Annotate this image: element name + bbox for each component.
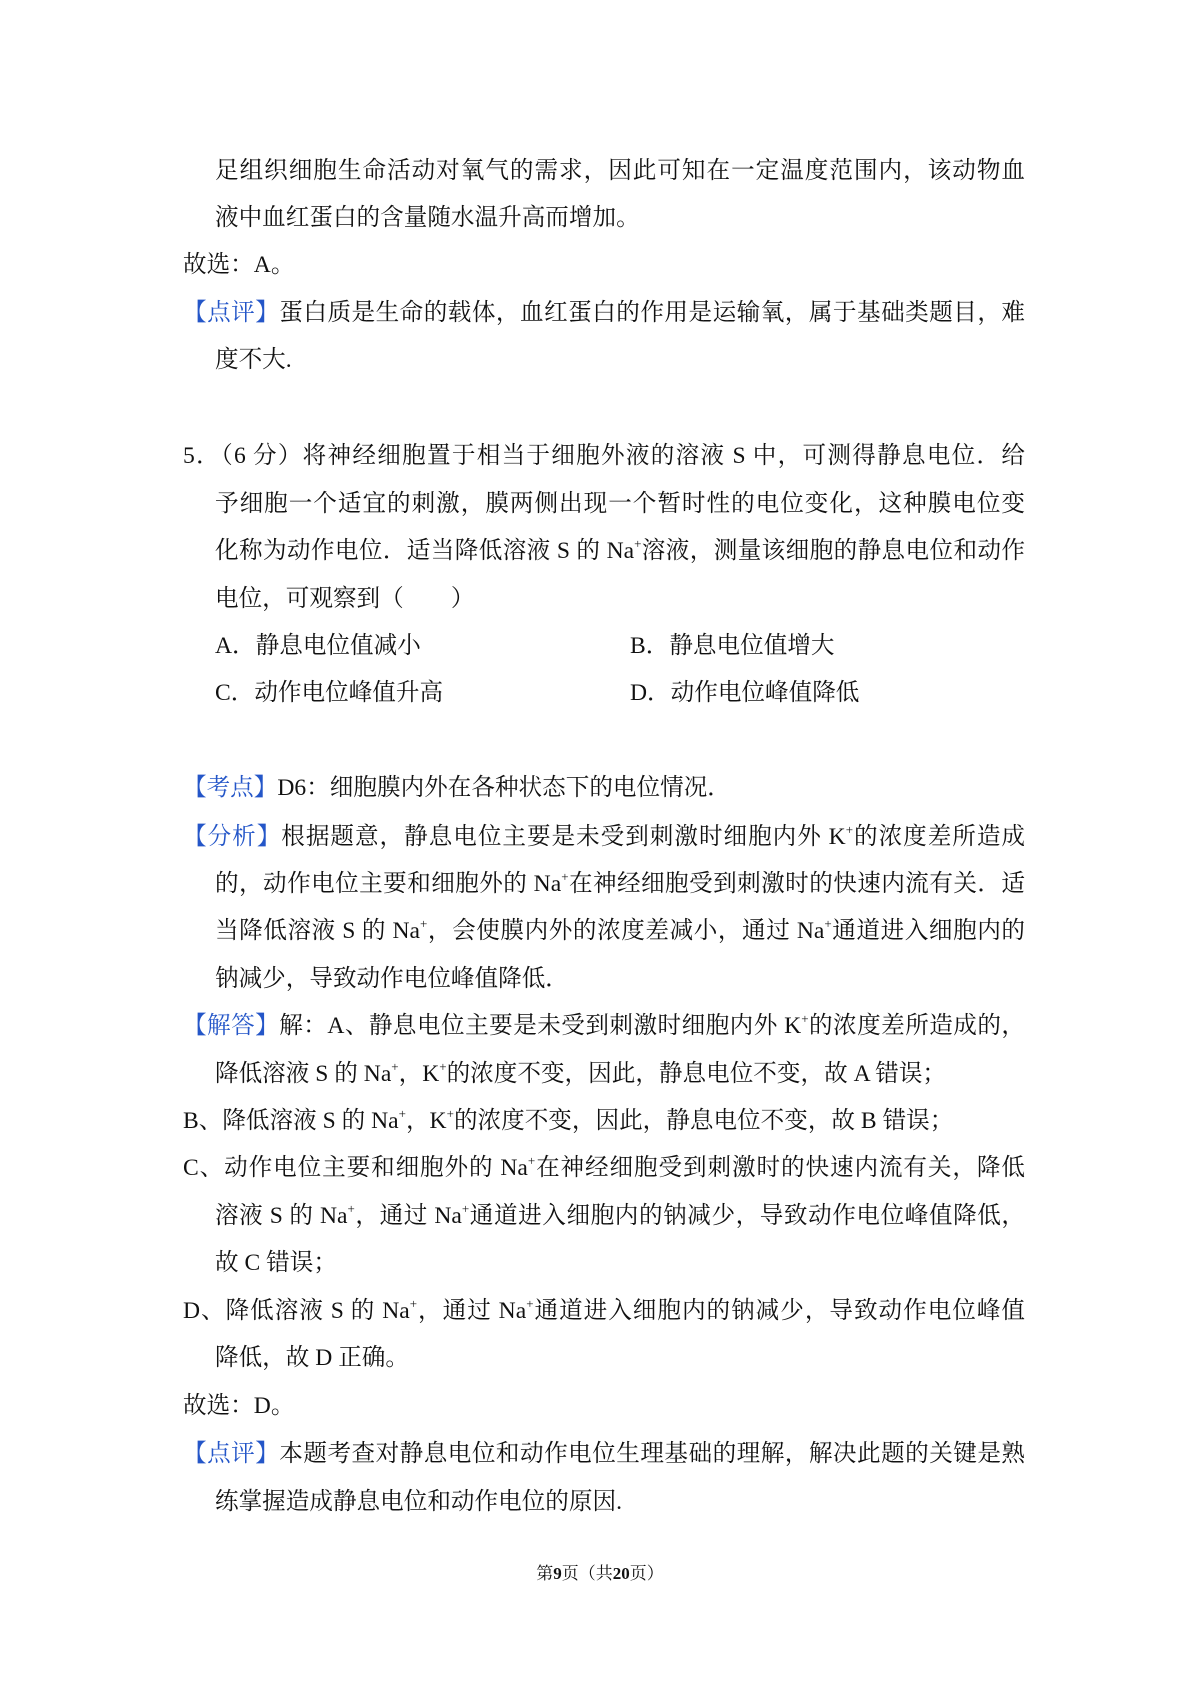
text-segment: 钠减少，导致动作电位峰值降低． xyxy=(215,966,569,992)
prev-analysis-line-1: 足组织细胞生命活动对氧气的需求，因此可知在一定温度范围内，该动物血 xyxy=(215,158,1025,184)
superscript: + xyxy=(527,1153,536,1169)
jieda-line-3 xyxy=(183,1106,1025,1136)
superscript: + xyxy=(409,1296,418,1312)
fenxi-line-4 xyxy=(215,964,1025,994)
prev-review-line-2: 度不大. xyxy=(215,347,292,373)
text-segment: 电位，可观察到（ ） xyxy=(215,586,475,612)
option-c: C．动作电位峰值升高 xyxy=(215,680,444,706)
superscript: + xyxy=(801,1011,809,1027)
review-text: 蛋白质是生命的载体，血红蛋白的作用是运输氧，属于基础类题目，难 xyxy=(279,300,1026,326)
superscript: + xyxy=(391,1059,399,1075)
text-segment: ，通过 Na xyxy=(417,1298,527,1324)
text-segment: 通道进入细胞内的钠减少，导致动作电位峰值 xyxy=(533,1298,1026,1324)
text-segment: ，K xyxy=(398,1061,440,1087)
text-segment: 5．（6 分）将神经细胞置于相当于细胞外液的溶液 S 中，可测得静息电位．给 xyxy=(183,443,1025,469)
jieda-line-4 xyxy=(183,1153,1025,1183)
q5-review-line-1 xyxy=(183,1439,1025,1469)
text-segment: 通道进入细胞内的 xyxy=(831,918,1026,944)
superscript: + xyxy=(824,916,832,932)
text-segment: 在神经细胞受到刺激时的快速内流有关，降低 xyxy=(535,1155,1025,1181)
superscript: + xyxy=(398,1106,406,1122)
text-segment: 故 C 错误； xyxy=(215,1250,337,1276)
superscript: + xyxy=(845,822,854,838)
footer-suffix: 页） xyxy=(629,1564,664,1583)
q5-stem-line-1 xyxy=(183,441,1025,471)
text-segment: 溶液 S 的 Na xyxy=(215,1203,348,1229)
text-segment: 解：A、静息电位主要是未受到刺激时细胞内外 K xyxy=(279,1013,802,1039)
review-tag: 【点评】 xyxy=(183,300,280,326)
text-segment: 的，动作电位主要和细胞外的 Na xyxy=(215,871,562,897)
fenxi-tag: 【分析】 xyxy=(183,824,282,850)
prev-review-line-1 xyxy=(183,298,1025,328)
jieda-line-6 xyxy=(215,1248,1025,1278)
text-segment: 降低溶液 S 的 Na xyxy=(215,1061,392,1087)
q5-stem-line-4 xyxy=(215,584,1025,614)
review-text: 本题考查对静息电位和动作电位生理基础的理解，解决此题的关键是熟 xyxy=(279,1441,1026,1467)
superscript: + xyxy=(561,869,569,885)
review-tag: 【点评】 xyxy=(183,1441,280,1467)
text-segment: D、降低溶液 S 的 Na xyxy=(183,1298,410,1324)
text-segment: 通道进入细胞内的钠减少，导致动作电位峰值降低， xyxy=(469,1203,1025,1229)
q5-stem-line-2 xyxy=(215,489,1025,519)
prev-analysis-line-2: 液中血红蛋白的含量随水温升高而增加。 xyxy=(215,205,640,231)
superscript: + xyxy=(526,1296,534,1312)
text-segment: ，K xyxy=(405,1108,447,1134)
text-segment: 化称为动作电位．适当降低溶液 S 的 Na xyxy=(215,538,635,564)
jieda-tag: 【解答】 xyxy=(183,1013,280,1039)
jieda-line-7 xyxy=(183,1296,1025,1326)
option-a: A．静息电位值减小 xyxy=(215,633,421,659)
page-footer xyxy=(0,1562,1200,1586)
fenxi-line-1 xyxy=(183,822,1025,852)
page-total: 20 xyxy=(612,1564,630,1583)
text-segment: ，通过 Na xyxy=(354,1203,462,1229)
superscript: + xyxy=(461,1201,470,1217)
footer-prefix: 第 xyxy=(536,1564,554,1583)
kaodian-text: D6：细胞膜内外在各种状态下的电位情况． xyxy=(277,775,731,801)
text-segment: 予细胞一个适宜的刺激，膜两侧出现一个暂时性的电位变化，这种膜电位变 xyxy=(215,491,1025,517)
option-b: B．静息电位值增大 xyxy=(630,633,835,659)
fenxi-line-3 xyxy=(215,916,1025,946)
option-d: D．动作电位峰值降低 xyxy=(630,680,860,706)
kaodian-line xyxy=(183,773,1025,803)
jieda-line-2 xyxy=(215,1059,1025,1089)
text-segment: ，会使膜内外的浓度差减小，通过 Na xyxy=(427,918,825,944)
superscript: + xyxy=(634,536,642,552)
text-segment: 的浓度差所造成的， xyxy=(808,1013,1025,1039)
prev-choice: 故选：A。 xyxy=(183,252,295,278)
superscript: + xyxy=(347,1201,355,1217)
text-segment: 降低，故 D 正确。 xyxy=(215,1345,409,1371)
jieda-line-8 xyxy=(215,1343,1025,1373)
q5-choice: 故选：D。 xyxy=(183,1393,295,1419)
text-segment: C、动作电位主要和细胞外的 Na xyxy=(183,1155,528,1181)
text-segment: 的浓度不变，因此，静息电位不变，故 A 错误； xyxy=(446,1061,947,1087)
footer-mid: 页（共 xyxy=(561,1564,613,1583)
text-segment: 在神经细胞受到刺激时的快速内流有关．适 xyxy=(568,871,1025,897)
q5-review-line-2: 练掌握造成静息电位和动作电位的原因. xyxy=(215,1489,622,1515)
text-segment: B、降低溶液 S 的 Na xyxy=(183,1108,399,1134)
text-segment: 的浓度不变，因此，静息电位不变，故 B 错误； xyxy=(453,1108,954,1134)
text-segment: 溶液，测量该细胞的静息电位和动作 xyxy=(641,538,1026,564)
page-number: 9 xyxy=(553,1564,562,1583)
superscript: + xyxy=(420,916,428,932)
superscript: + xyxy=(439,1059,447,1075)
text-segment: 的浓度差所造成 xyxy=(853,824,1026,850)
kaodian-tag: 【考点】 xyxy=(183,775,278,801)
text-segment: 当降低溶液 S 的 Na xyxy=(215,918,421,944)
fenxi-line-2 xyxy=(215,869,1025,899)
superscript: + xyxy=(446,1106,454,1122)
text-segment: 根据题意，静息电位主要是未受到刺激时细胞内外 K xyxy=(281,824,846,850)
q5-stem-line-3 xyxy=(215,536,1025,566)
jieda-line-1 xyxy=(183,1011,1025,1041)
jieda-line-5 xyxy=(215,1201,1025,1231)
